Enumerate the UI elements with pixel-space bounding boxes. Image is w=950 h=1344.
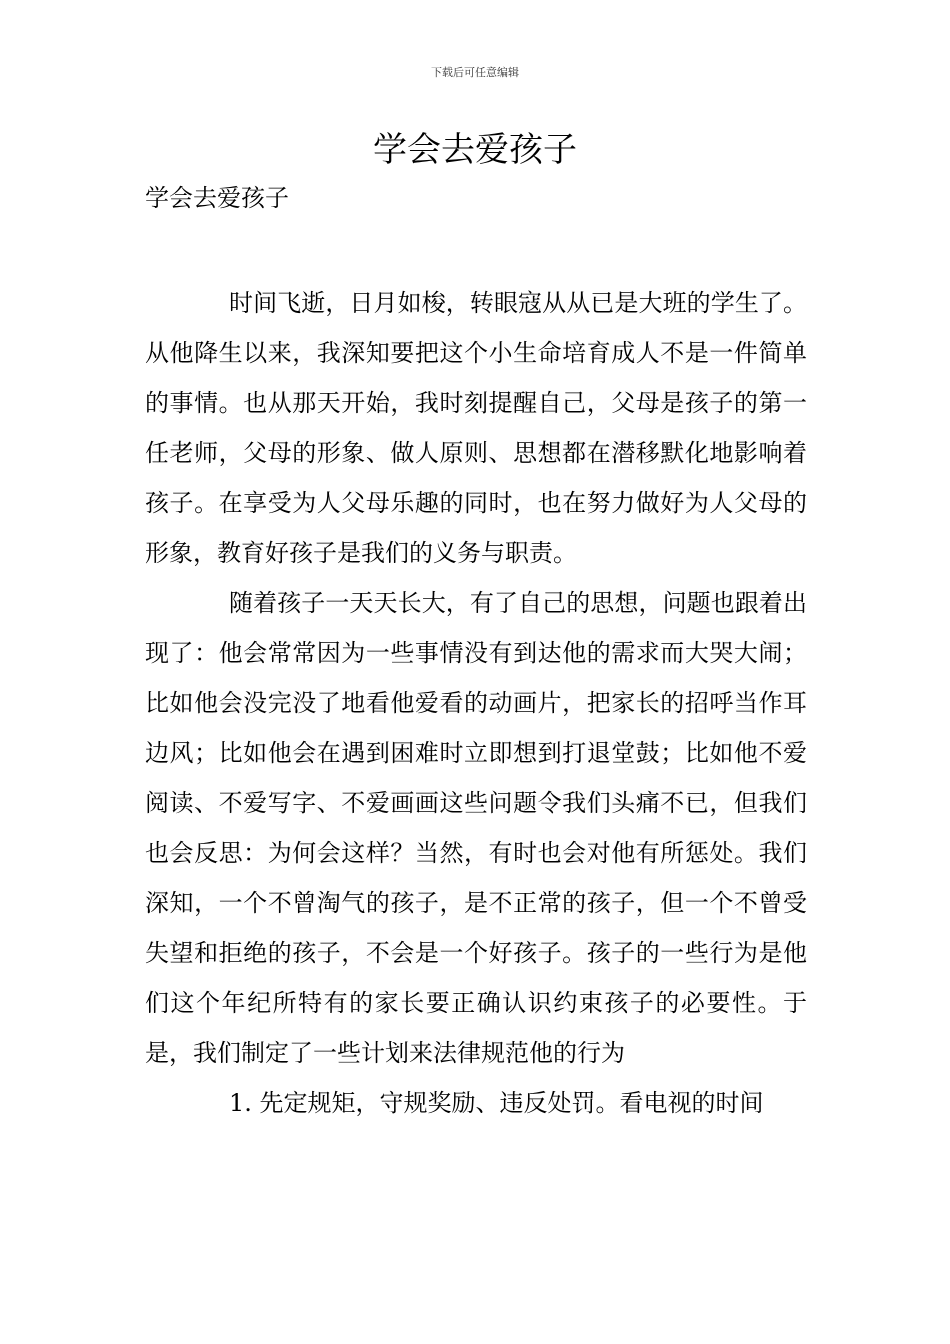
paragraph-2: 随着孩子一天天长大，有了自己的思想，问题也跟着出现了：他会常常因为一些事情没有到达他的需求而大哭大闹；比如他会没完没了地看他爱看的动画片，把家长的招呼当作耳边风；比如他会在遇到困难时立即想到打退堂鼓；比如他不爱阅读、不爱写字、不爱画画这些问题令我们头痛不已，但我们也会反思：为何会这样？当然，有时也会对他有所惩处。我们深知，一个不曾淘气的孩子，是不正常的孩子，但一个不曾受失望和拒绝的孩子，不会是一个好孩子。孩子的一些行为是他们这个年纪所特有的家长要正确认识约束孩子的必要性。于是，我们制定了一些计划来法律规范他的行为 [145,589,807,1067]
header-note: 下载后可任意编辑 [431,66,519,79]
paragraph-1: 时间飞逝，日月如梭，转眼寇从从已是大班的学生了。从他降生以来，我深知要把这个小生命培育成人不是一件简单的事情。也从那天开始，我时刻提醒自己，父母是孩子的第一任老师，父母的形象、做人原则、思想都在潜移默化地影响着孩子。在享受为人父母乐趣的同时，也在努力做好为人父母的形象，教育好孩子是我们的义务与职责。 [145,289,807,567]
document-body [145,278,807,1128]
document-subtitle: 学会去爱孩子 [145,184,289,212]
paragraph-3-list-item: 1. 先定规矩，守规奖励、违反处罚。看电视的时间 [229,1089,764,1117]
document-title: 学会去爱孩子 [373,130,577,170]
